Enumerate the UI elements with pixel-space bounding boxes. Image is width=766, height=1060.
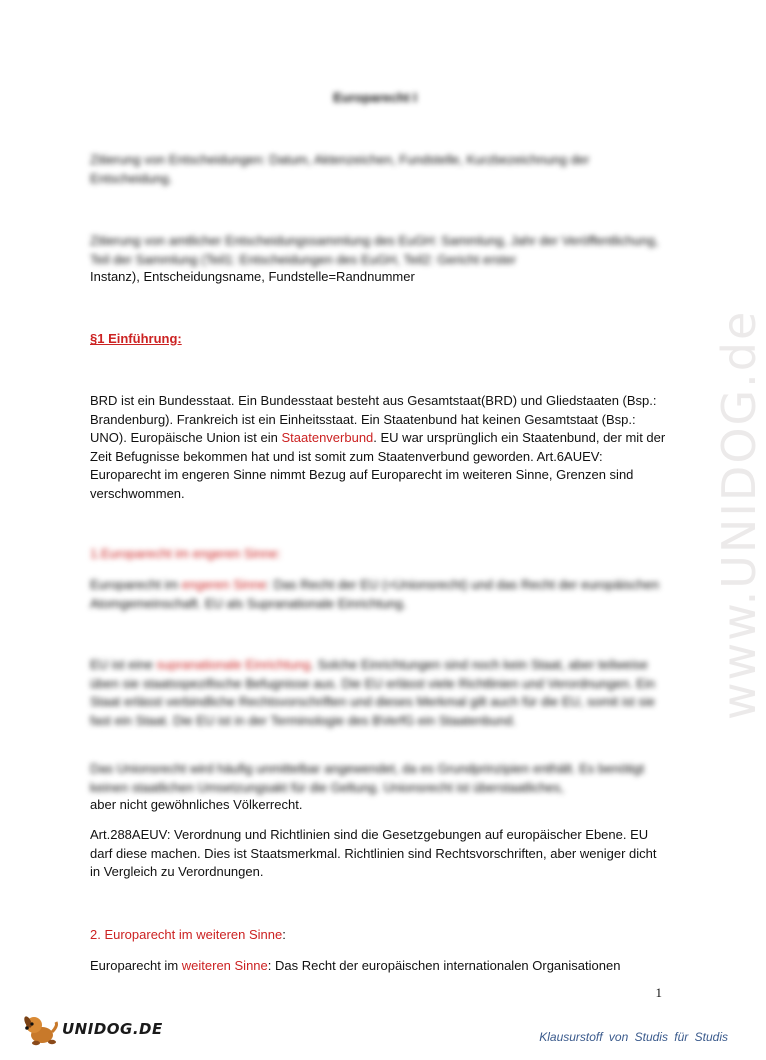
supranational-text-a: EU ist eine (90, 657, 157, 672)
supranationale-einrichtung-term: supranationale Einrichtung (156, 657, 311, 672)
dog-mascot-icon (22, 1012, 60, 1046)
engeren-sinne-paragraph (90, 576, 670, 613)
intro-collection-paragraph-visible: Instanz), Entscheidungsname, Fundstelle=Randnummer (90, 269, 415, 284)
section-heading-einfuehrung: §1 Einführung: (90, 331, 182, 346)
weiteren-text-b: : Das Recht der europäischen internationalen Organisationen (267, 958, 621, 973)
intro-collection-paragraph-blurred: Zitierung von amtlicher Entscheidungssammlung des EuGH: Sammlung, Jahr der Veröffentlichung, Teil der Sammlung (Teil1: Entscheidungen des EuGH, Teil2: Gericht erster (90, 233, 659, 267)
supranational-paragraph (90, 656, 670, 730)
subheading-weiteren-sinne (90, 926, 670, 945)
art288-paragraph: Art.288AEUV: Verordnung und Richtlinien sind die Gesetzgebungen auf europäischer Ebene. EU darf diese machen. Dies ist Staatsmerkmal. Richtlinien sind Rechtsvorschriften, aber weniger dicht in Vergleich zu Verordnungen. (90, 827, 657, 880)
subheading-engeren-sinne: 1.Europarecht im engeren Sinne: (90, 546, 281, 561)
einfuehrung-text-a: BRD ist ein Bundesstaat. Ein Bundesstaat besteht aus Gesamtstaat(BRD) und Gliedstaaten (Bsp.: Brandenburg). Frankreich ist ein Einheitsstaat. Ein Staatenbund hat keinen Gesamtstaat (Bsp.: UNO). Europäische Union ist ein (90, 393, 657, 446)
unidog-brand-text: UNIDOG.DE (62, 1020, 163, 1038)
unidog-logo[interactable] (22, 1012, 163, 1046)
engeren-text-a: Europarecht im (90, 577, 182, 592)
weiteren-sinne-paragraph (90, 957, 670, 976)
weiteren-heading-colon: : (282, 927, 286, 942)
supranational-text-b: . Solche Einrichtungen sind noch kein Staat, aber teilweise üben sie staatsspezifische Befugnisse aus. Die EU erlässt viele Richtlinien und Verordnungen. Ein Staat erlässt verbindliche Rechtsvorschriften und dieses Merkmal gilt auch für die EU, somit ist sie fast ein Staat. Die EU ist in der Terminologie des BVerfG ein Staatenbund. (90, 657, 656, 728)
page-number: 1 (655, 985, 662, 1000)
intro-citation-paragraph: Zitierung von Entscheidungen: Datum, Aktenzeichen, Fundstelle, Kurzbezeichnung der Entscheidung. (90, 152, 590, 186)
unionsrecht-paragraph-blurred: Das Unionsrecht wird häufig unmittelbar angewendet, da es Grundprinzipien enthält. Es benötigt keinen staatlichen Umsetzungsakt für die Geltung. Unionsrecht ist überstaatliches, (90, 761, 645, 795)
weiteren-heading-text: 2. Europarecht im weiteren Sinne (90, 927, 283, 942)
watermark: www.UNIDOG.de (712, 309, 766, 720)
staatenverbund-term: Staatenverbund (281, 430, 374, 446)
unionsrecht-paragraph-visible: aber nicht gewöhnliches Völkerrecht. (90, 797, 303, 812)
footer-tagline: Klausurstoff von Studis für Studis (539, 1030, 728, 1044)
weiteren-sinne-term: weiteren Sinne (181, 958, 268, 973)
engeren-sinne-term: engeren Sinne (181, 577, 267, 592)
engeren-text-b: : Das Recht der EU (=Unionsrecht) und das Recht der europäischen Atomgemeinschaft. EU als Supranationale Einrichtung. (90, 577, 660, 611)
weiteren-text-a: Europarecht im (90, 958, 182, 973)
einfuehrung-text-b: . EU war ursprünglich ein Staatenbund, der mit der Zeit Befugnisse bekommen hat und ist somit zum Staatenverbund geworden. Art.6AUEV: Europarecht im engeren Sinne nimmt Bezug auf Europarecht im weiteren Sinne, Grenzen sind verschwommen. (90, 430, 666, 501)
page-title: Europarecht I (333, 90, 417, 105)
einfuehrung-paragraph (90, 392, 670, 504)
